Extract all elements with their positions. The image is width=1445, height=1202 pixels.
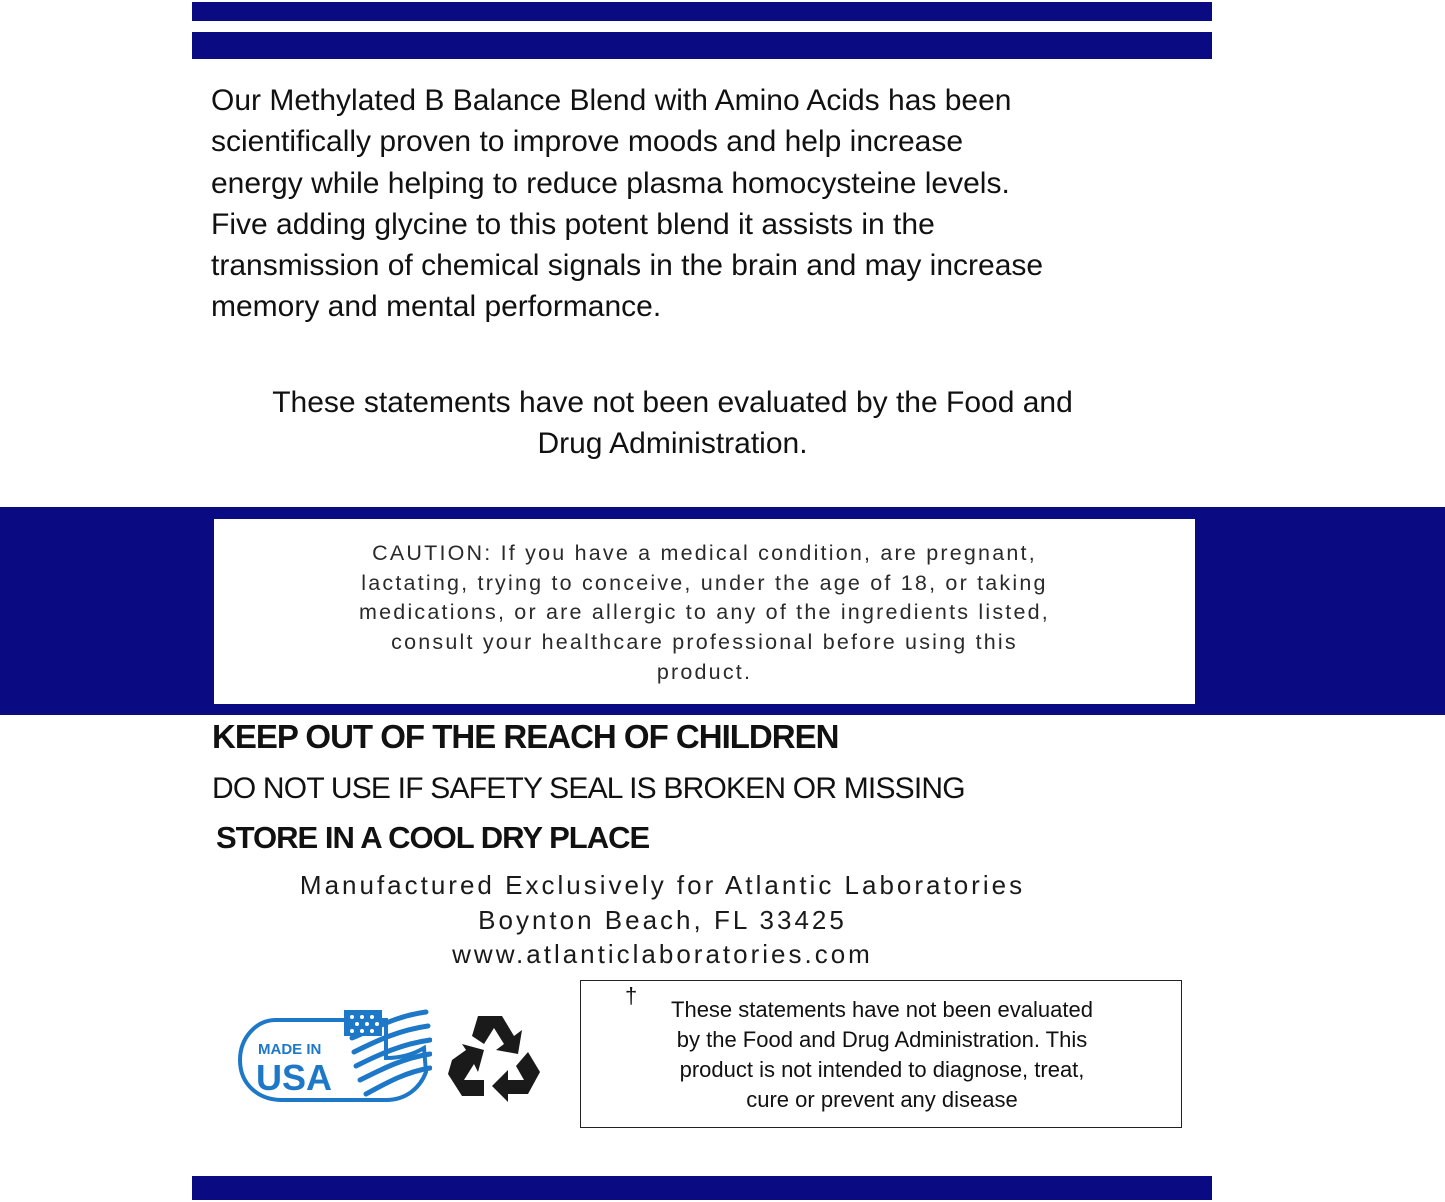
disclaimer-text: These statements have not been evaluated by the Food and Drug Administration. This product is not intended to diagnose, treat, cure or prevent any disease bbox=[671, 997, 1093, 1112]
keep-out-warning: KEEP OUT OF THE REACH OF CHILDREN bbox=[212, 718, 839, 755]
disclaimer-box bbox=[580, 980, 1182, 1128]
dagger-symbol: † bbox=[625, 983, 638, 1008]
bottom-stripe bbox=[192, 1176, 1212, 1200]
fda-statement: These statements have not been evaluated by the Food and Drug Administration. bbox=[272, 386, 1073, 460]
manufacturer-website: www.atlanticlaboratories.com bbox=[452, 939, 873, 969]
made-in-usa-logo bbox=[236, 1008, 432, 1108]
usa-text: USA bbox=[256, 1057, 333, 1098]
caution-box bbox=[214, 519, 1195, 704]
manufacturer-address: Boynton Beach, FL 33425 bbox=[478, 904, 847, 935]
product-description: Our Methylated B Balance Blend with Amino Acids has been scientifically proven to improve moods and help increase energy while helping to reduce plasma homocysteine levels. Five adding glycine to this potent blend it assists in the transmission of chemical signals in the brain and may increase memory and mental performance. bbox=[211, 84, 1044, 324]
top-stripe-2 bbox=[192, 32, 1212, 59]
safety-seal-warning: DO NOT USE IF SAFETY SEAL IS BROKEN OR MISSING bbox=[212, 772, 965, 805]
storage-instruction: STORE IN A COOL DRY PLACE bbox=[216, 820, 650, 855]
made-in-text: MADE IN bbox=[258, 1041, 322, 1058]
manufacturer-line: Manufactured Exclusively for Atlantic Laboratories bbox=[299, 870, 1026, 900]
caution-text: CAUTION: If you have a medical condition, are pregnant, lactating, trying to conceive, under the age of 18, or taking medications, or are allergic to any of the ingredients listed, consult your healthcare professional before using this product. bbox=[359, 541, 1050, 684]
manufacturer-info bbox=[200, 868, 1125, 972]
top-stripe-1 bbox=[192, 2, 1212, 21]
recycle-icon bbox=[444, 1010, 544, 1106]
